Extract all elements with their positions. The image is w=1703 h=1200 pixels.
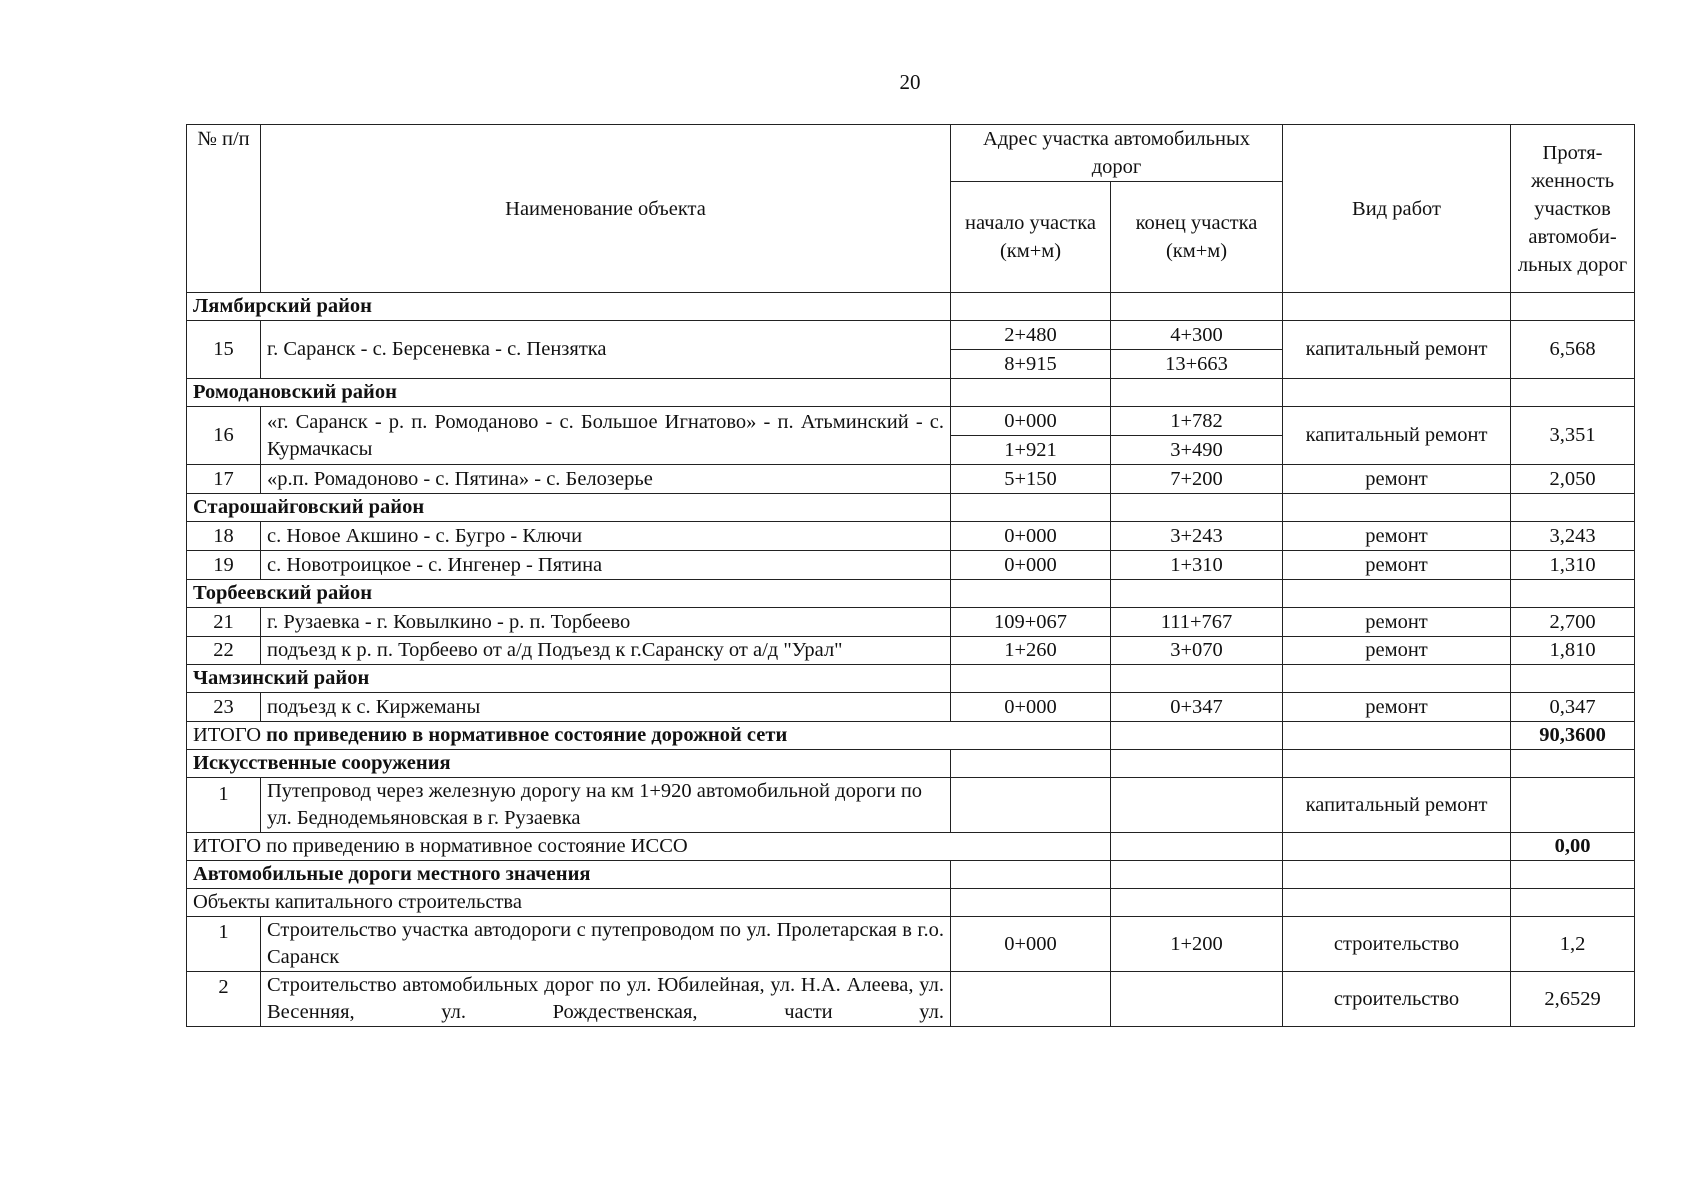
row-length: 1,310 [1511, 551, 1635, 580]
row-start: 0+000 [951, 522, 1111, 551]
row-work: строительство [1283, 917, 1511, 972]
row-end: 0+347 [1111, 693, 1283, 722]
total-roads-text: по приведению в нормативное состояние дорожной сети [266, 724, 788, 746]
section-title: Автомобильные дороги местного значения [187, 861, 951, 889]
row-num: 2 [187, 972, 261, 1027]
row-start: 8+915 [951, 350, 1111, 379]
section-title: Старошайговский район [187, 494, 951, 522]
table-row [187, 637, 1635, 665]
table-row [187, 465, 1635, 494]
row-start: 1+260 [951, 637, 1111, 665]
header-address: Адрес участка автомобильных дорог [951, 125, 1283, 182]
row-length: 2,050 [1511, 465, 1635, 494]
row-name: подъезд к с. Киржеманы [261, 693, 951, 722]
row-work: ремонт [1283, 551, 1511, 580]
row-length: 2,6529 [1511, 972, 1635, 1027]
row-name: г. Рузаевка - г. Ковылкино - р. п. Торбеево [261, 608, 951, 637]
row-length: 0,347 [1511, 693, 1635, 722]
row-start: 2+480 [951, 321, 1111, 350]
table-row [187, 522, 1635, 551]
total-roads-value: 90,3600 [1511, 722, 1635, 750]
row-name: «р.п. Ромадоново - с. Пятина» - с. Белозерье [261, 465, 951, 494]
row-num: 17 [187, 465, 261, 494]
total-isso-value: 0,00 [1511, 833, 1635, 861]
row-work: ремонт [1283, 465, 1511, 494]
row-end: 1+200 [1111, 917, 1283, 972]
row-end: 1+782 [1111, 407, 1283, 436]
row-work: строительство [1283, 972, 1511, 1027]
row-length: 1,810 [1511, 637, 1635, 665]
road-works-table-container [186, 124, 1635, 1027]
row-start: 0+000 [951, 693, 1111, 722]
table-row [187, 608, 1635, 637]
row-start: 5+150 [951, 465, 1111, 494]
section-title: Торбеевский район [187, 580, 951, 608]
header-name: Наименование объекта [261, 125, 951, 293]
row-end: 1+310 [1111, 551, 1283, 580]
row-num: 16 [187, 407, 261, 465]
row-start: 0+000 [951, 551, 1111, 580]
row-work: капитальный ремонт [1283, 407, 1511, 465]
row-num: 22 [187, 637, 261, 665]
road-works-table [186, 124, 1635, 1027]
row-name: с. Новотроицкое - с. Ингенер - Пятина [261, 551, 951, 580]
row-start: 0+000 [951, 917, 1111, 972]
header-end: конец участка (км+м) [1111, 182, 1283, 293]
header-length: Протя-женность участков автомоби-льных дорог [1511, 125, 1635, 293]
section-row [187, 665, 1635, 693]
table-row [187, 321, 1635, 350]
row-work: капитальный ремонт [1283, 321, 1511, 379]
table-row [187, 972, 1635, 1027]
row-name: Строительство участка автодороги с путепроводом по ул. Пролетарская в г.о. Саранск [261, 917, 951, 972]
row-num: 21 [187, 608, 261, 637]
row-num: 15 [187, 321, 261, 379]
header-num: № п/п [187, 125, 261, 293]
header-start: начало участка (км+м) [951, 182, 1111, 293]
table-header-row [187, 125, 1635, 182]
section-row [187, 861, 1635, 889]
section-row [187, 379, 1635, 407]
row-num: 18 [187, 522, 261, 551]
subsection-row [187, 889, 1635, 917]
section-title: Ромодановский район [187, 379, 951, 407]
row-name: «г. Саранск - р. п. Ромоданово - с. Большое Игнатово» - п. Атьминский - с. Курмачкасы [261, 407, 951, 465]
table-row [187, 917, 1635, 972]
row-length: 1,2 [1511, 917, 1635, 972]
row-end: 4+300 [1111, 321, 1283, 350]
table-row [187, 407, 1635, 436]
row-work: ремонт [1283, 522, 1511, 551]
row-start: 1+921 [951, 436, 1111, 465]
row-length: 6,568 [1511, 321, 1635, 379]
table-row [187, 778, 1635, 833]
total-isso-label: ИТОГО по приведению в нормативное состояние ИССО [187, 833, 1111, 861]
row-length: 2,700 [1511, 608, 1635, 637]
total-row [187, 722, 1635, 750]
row-num: 1 [187, 778, 261, 833]
row-name: с. Новое Акшино - с. Бугро - Ключи [261, 522, 951, 551]
section-title: Чамзинский район [187, 665, 951, 693]
total-roads-prefix: ИТОГО [193, 724, 262, 746]
header-work: Вид работ [1283, 125, 1511, 293]
row-num: 19 [187, 551, 261, 580]
total-roads-label [187, 722, 1111, 750]
row-end: 13+663 [1111, 350, 1283, 379]
row-end: 3+070 [1111, 637, 1283, 665]
row-work: ремонт [1283, 637, 1511, 665]
row-work: ремонт [1283, 693, 1511, 722]
row-num: 23 [187, 693, 261, 722]
section-row [187, 580, 1635, 608]
row-work: ремонт [1283, 608, 1511, 637]
row-name: г. Саранск - с. Берсеневка - с. Пензятка [261, 321, 951, 379]
row-end: 7+200 [1111, 465, 1283, 494]
row-length: 3,243 [1511, 522, 1635, 551]
row-num: 1 [187, 917, 261, 972]
row-start: 109+067 [951, 608, 1111, 637]
section-row [187, 494, 1635, 522]
row-start: 0+000 [951, 407, 1111, 436]
table-row [187, 693, 1635, 722]
section-row [187, 750, 1635, 778]
total-row [187, 833, 1635, 861]
subsection-title: Объекты капитального строительства [187, 889, 951, 917]
section-title: Искусственные сооружения [187, 750, 951, 778]
table-row [187, 551, 1635, 580]
row-end: 111+767 [1111, 608, 1283, 637]
row-end: 3+243 [1111, 522, 1283, 551]
row-work: капитальный ремонт [1283, 778, 1511, 833]
row-end: 3+490 [1111, 436, 1283, 465]
row-length: 3,351 [1511, 407, 1635, 465]
row-name: подъезд к р. п. Торбеево от а/д Подъезд к г.Саранску от а/д "Урал" [261, 637, 951, 665]
row-name: Строительство автомобильных дорог по ул. Юбилейная, ул. Н.А. Алеева, ул. Весенняя, ул. Рождественская, части ул. [261, 972, 951, 1027]
section-row [187, 293, 1635, 321]
page-number: 20 [899, 70, 921, 94]
section-title: Лямбирский район [187, 293, 951, 321]
row-name: Путепровод через железную дорогу на км 1+920 автомобильной дороги по ул. Беднодемьяновская в г. Рузаевка [261, 778, 951, 833]
